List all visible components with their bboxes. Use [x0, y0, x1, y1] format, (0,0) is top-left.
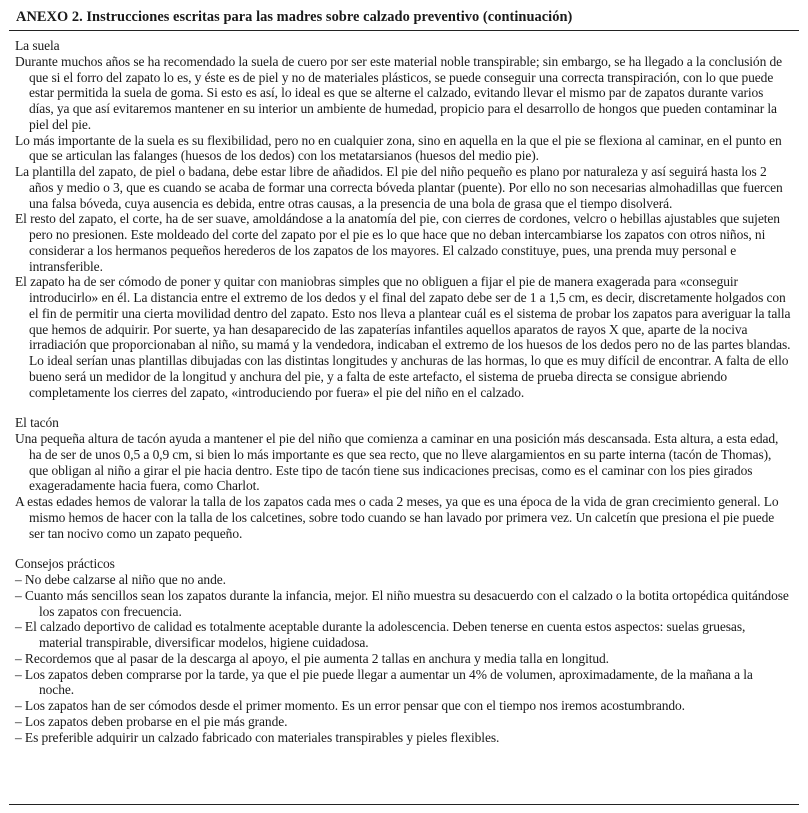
paragraph: El resto del zapato, el corte, ha de ser suave, amoldándose a la anatomía del pie, con cierres de cordones, velcro o hebillas ajustables que sujeten pero no presionen. Este moldeado del corte del zapato por el pie es lo que hace que no deban intercambiarse los zapatos con otros niños, ni considerar a los hermanos pequeños herederos de los zapatos de los mayores. El calzado constituye, pues, una prenda muy personal e intransferible. — [15, 211, 780, 274]
list-item: – El calzado deportivo de calidad es totalmente aceptable durante la adolescencia. Deben tenerse en cuenta estos aspectos: suelas gruesas, material transpirable, diversificar modelos, higiene cuidadosa. — [15, 619, 746, 650]
document-body — [15, 38, 791, 745]
list-item: – Recordemos que al pasar de la descarga al apoyo, el pie aumenta 2 tallas en anchura y media talla en longitud. — [15, 650, 609, 666]
paragraph: El zapato ha de ser cómodo de poner y quitar con maniobras simples que no obliguen a fijar el pie de manera exagerada para «conseguir introducirlo» en él. La distancia entre el extremo de los dedos y el final del zapato debe ser de 1 a 1,5 cm, es decir, discretamente holgados con el fin de permitir una cierta movilidad dentro del zapato. Esto nos lleva a plantear cuál es el sistema de probar los zapatos para averiguar la talla que hemos de adquirir. Por suerte, ya han desaparecido de las zapaterías infantiles aquellos aparatos de rayos X que, aparte de la nociva irradiación que proporcionaban al niño, su mamá y la vendedora, indicaban el extremo de los huesos de los dedos pero no de las partes blandas. Lo ideal serían unas plantillas dibujadas con las distintas longitudes y anchuras de las hormas, lo que es muy difícil de encontrar. A falta de ello bueno será un medidor de la longitud y anchura del pie, y a falta de este artefacto, el sistema de prueba directa se consigue abriendo completamente los cierres del zapato, «introduciendo por fuera» el pie del niño en el calzado. — [15, 274, 791, 400]
section-heading: El tacón — [15, 415, 59, 431]
bottom-rule — [9, 804, 799, 805]
annex-title: ANEXO 2. Instrucciones escritas para las madres sobre calzado preventivo (continuación) — [16, 9, 573, 25]
section-spacer — [15, 400, 791, 415]
list-item: – Los zapatos deben probarse en el pie más grande. — [15, 713, 288, 729]
section-heading: La suela — [15, 38, 60, 53]
section-spacer — [15, 541, 791, 556]
list-item: – No debe calzarse al niño que no ande. — [15, 572, 226, 587]
list-item: – Es preferible adquirir un calzado fabricado con materiales transpirables y pieles flexibles. — [15, 729, 500, 745]
list-item: – Los zapatos han de ser cómodos desde el primer momento. Es un error pensar que con el tiempo nos iremos acostumbrando. — [15, 698, 685, 713]
paragraph: La plantilla del zapato, de piel o badana, debe estar libre de añadidos. El pie del niño pequeño es plano por naturaleza y así seguirá hasta los 2 años y medio o 3, que es cuando se acaba de formar una correcta bóveda plantar (puente). Por ello no son necesarias almohadillas que fuercen una falsa bóveda, cuya ausencia es debida, entre otras causas, a la presencia de una bola de grasa que el tiempo disolverá. — [15, 164, 783, 211]
list-item: – Los zapatos deben comprarse por la tarde, ya que el pie puede llegar a aumentar un 4% de volumen, aproximadamente, de la mañana a la noche. — [15, 666, 753, 698]
paragraph: Durante muchos años se ha recomendado la suela de cuero por ser este material noble transpirable; sin embargo, se ha llegado a la conclusión de que si el forro del zapato lo es, y éste es de piel y no de materiales plásticos, se puede conseguir una correcta transpiración, con lo que puede estar permitida la suela de goma. Si esto es así, lo ideal es que se alterne el calzado, evitando llevar el mismo par de zapatos durante varios días, ya que así evitaremos mantener en su interior un ambiente de humedad, propicio para el desarrollo de hongos que pueden contaminar la piel del pie. — [15, 53, 783, 132]
section-heading: Consejos prácticos — [15, 556, 115, 572]
paragraph: Lo más importante de la suela es su flexibilidad, pero no en cualquier zona, sino en aquella en la que el pie se flexiona al caminar, en el punto en que se articulan las falanges (huesos de los dedos) con los metatarsianos (huesos del medio pie). — [15, 132, 782, 164]
section-consejos — [15, 556, 791, 745]
paragraph: Una pequeña altura de tacón ayuda a mantener el pie del niño que comienza a caminar en una posición más descansada. Esta altura, a esta edad, ha de ser de unos 0,5 a 0,9 cm, si bien lo más importante es que sea recto, que no lleve alargamientos en su parte interna (tacón de Thomas), que obligan al niño a girar el pie hacia dentro. Este tipo de tacón tiene sus indicaciones precisas, como es el caminar con los pies girados exageradamente hacia fuera, como Charlot. — [15, 431, 779, 494]
list-item: – Cuanto más sencillos sean los zapatos durante la infancia, mejor. El niño muestra su desacuerdo con el calzado o la botita ortopédica quitándose los zapatos con frecuencia. — [15, 587, 789, 619]
paragraph: A estas edades hemos de valorar la talla de los zapatos cada mes o cada 2 meses, ya que es una época de la vida de gran crecimiento general. Lo mismo hemos de hacer con la talla de los calcetines, sobre todo cuando se han lavado por primera vez. Un calcetín que presiona el pie puede ser tan nocivo como un zapato pequeño. — [15, 494, 779, 541]
section-suela — [15, 38, 791, 400]
section-tacon — [15, 415, 791, 541]
top-rule — [9, 30, 799, 31]
